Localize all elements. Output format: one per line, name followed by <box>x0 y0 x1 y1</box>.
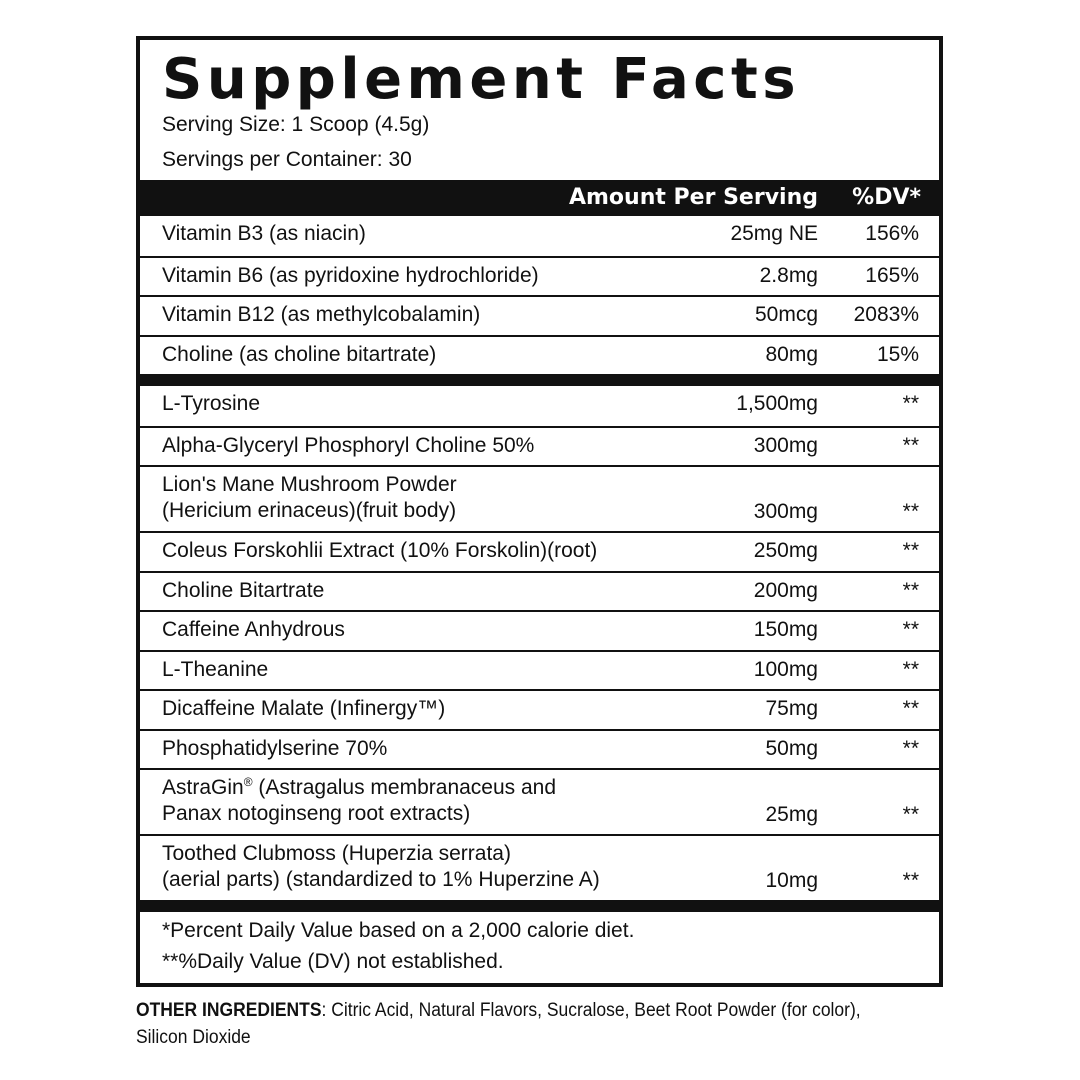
footnotes <box>162 915 634 977</box>
ingredient-dv: ** <box>902 392 919 415</box>
table-row <box>140 650 939 690</box>
ingredient-amount: 80mg <box>765 342 818 366</box>
ingredient-dv: ** <box>902 869 919 892</box>
ingredient-dv: ** <box>902 433 919 457</box>
servings-per-container: Servings per Container: 30 <box>162 148 412 171</box>
ingredient-name: Vitamin B6 (as pyridoxine hydrochloride) <box>162 263 539 287</box>
ingredient-name-line1-b: (Astragalus membranaceus and <box>252 776 557 799</box>
ingredient-amount: 25mg NE <box>730 222 818 245</box>
ingredient-dv: 165% <box>865 263 919 287</box>
table-row <box>140 465 939 531</box>
ingredient-name: Dicaffeine Malate (Infinergy™) <box>162 697 446 720</box>
table-header <box>140 180 939 216</box>
ingredient-name: Alpha-Glyceryl Phosphoryl Choline 50% <box>162 433 535 457</box>
ingredient-name-line1-a: AstraGin <box>162 776 244 799</box>
table-row <box>140 256 939 296</box>
other-ingredients-label: OTHER INGREDIENTS <box>136 1000 322 1021</box>
ingredient-amount: 2.8mg <box>759 263 818 287</box>
ingredient-dv: ** <box>902 736 919 760</box>
ingredient-name: Vitamin B3 (as niacin) <box>162 222 366 245</box>
ingredient-name-line2: Panax notoginseng root extracts) <box>162 802 471 825</box>
footnote-dv-basis: *Percent Daily Value based on a 2,000 calorie diet. <box>162 919 635 942</box>
ingredient-dv: ** <box>902 803 919 826</box>
other-ingredients-text: : Citric Acid, Natural Flavors, Sucralose, Beet Root Powder (for color), Silicon Dioxide <box>136 1000 861 1048</box>
footnote-dv-not-established: **%Daily Value (DV) not established. <box>162 950 504 973</box>
ingredient-amount: 50mcg <box>754 303 818 326</box>
ingredient-dv: ** <box>902 657 919 681</box>
ingredient-dv: 2083% <box>853 303 919 326</box>
nutrient-table <box>140 180 939 912</box>
table-row <box>140 386 939 426</box>
ingredient-amount: 10mg <box>765 869 818 892</box>
registered-mark: ® <box>243 775 253 789</box>
ingredient-name <box>162 472 457 524</box>
section-divider <box>140 900 939 912</box>
table-row <box>140 571 939 611</box>
ingredient-dv: ** <box>902 500 919 523</box>
ingredient-name: Vitamin B12 (as methylcobalamin) <box>162 303 481 326</box>
ingredient-amount: 1,500mg <box>736 392 818 415</box>
table-row <box>140 729 939 769</box>
table-row <box>140 834 939 900</box>
serving-size: Serving Size: 1 Scoop (4.5g) <box>162 113 430 136</box>
table-row <box>140 426 939 466</box>
table-row <box>140 689 939 729</box>
ingredient-dv: 156% <box>865 222 919 245</box>
ingredient-name: Choline Bitartrate <box>162 578 325 602</box>
section-divider <box>140 374 939 386</box>
ingredient-amount: 300mg <box>753 433 818 457</box>
ingredient-name-line2: (Hericium erinaceus)(fruit body) <box>162 499 457 522</box>
ingredient-dv: ** <box>902 539 919 562</box>
table-row <box>140 768 939 834</box>
header-daily-value: %DV* <box>852 185 921 210</box>
ingredient-amount: 300mg <box>753 500 818 523</box>
ingredient-name: Caffeine Anhydrous <box>162 618 345 641</box>
ingredient-name: Phosphatidylserine 70% <box>162 736 388 760</box>
ingredient-amount: 75mg <box>765 697 818 720</box>
ingredient-name: L-Tyrosine <box>162 392 261 415</box>
ingredient-name-line1: Lion's Mane Mushroom Powder <box>162 473 457 496</box>
supplement-facts-panel <box>136 36 943 987</box>
ingredient-amount: 150mg <box>753 618 818 641</box>
ingredient-amount: 25mg <box>765 803 818 826</box>
ingredient-name <box>162 775 556 827</box>
panel-title: Supplement Facts <box>162 47 801 112</box>
ingredient-dv: ** <box>902 618 919 641</box>
ingredient-dv: ** <box>902 578 919 602</box>
ingredient-name-line2: (aerial parts) (standardized to 1% Huperzine A) <box>162 868 600 891</box>
table-row <box>140 216 939 256</box>
ingredient-name: Coleus Forskohlii Extract (10% Forskolin)(root) <box>162 539 598 562</box>
table-row <box>140 295 939 335</box>
table-row <box>140 531 939 571</box>
ingredient-amount: 250mg <box>753 539 818 562</box>
ingredient-name: L-Theanine <box>162 657 269 681</box>
ingredient-name <box>162 841 600 893</box>
table-row <box>140 610 939 650</box>
ingredient-amount: 200mg <box>753 578 818 602</box>
ingredient-amount: 50mg <box>765 736 818 760</box>
ingredient-name: Choline (as choline bitartrate) <box>162 342 437 366</box>
header-amount-per-serving: Amount Per Serving <box>568 185 818 210</box>
other-ingredients <box>136 997 886 1051</box>
ingredient-name-line1: Toothed Clubmoss (Huperzia serrata) <box>162 842 511 865</box>
ingredient-amount: 100mg <box>753 657 818 681</box>
ingredient-dv: 15% <box>876 342 919 366</box>
table-row <box>140 335 939 375</box>
ingredient-dv: ** <box>902 697 919 720</box>
